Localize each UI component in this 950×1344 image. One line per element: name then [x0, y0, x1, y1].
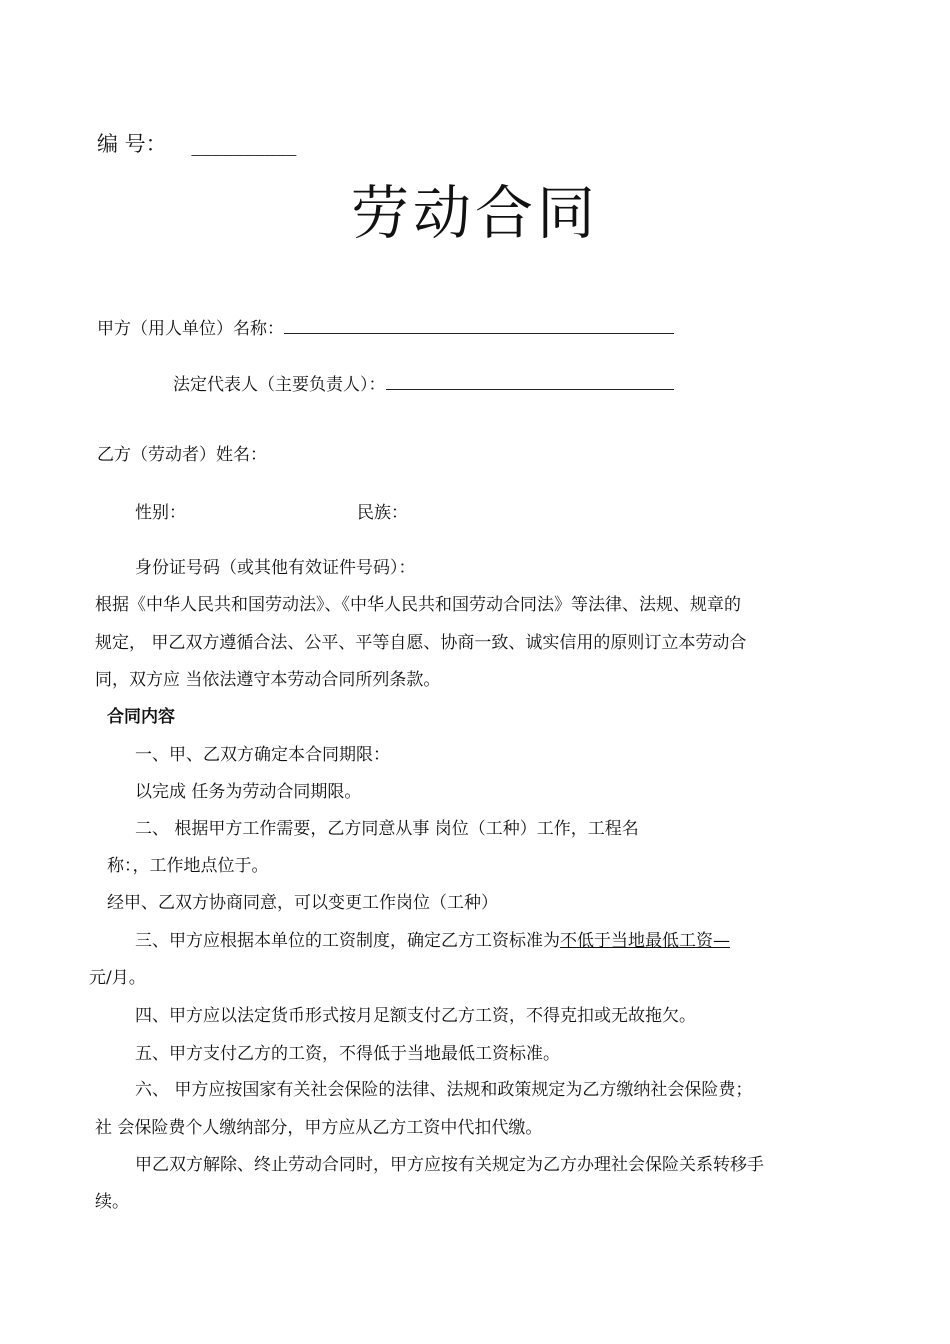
party-a-name-blank	[284, 317, 674, 334]
clause-3-prefix: 三、甲方应根据本单位的工资制度，确定乙方工资标准为	[135, 931, 560, 951]
clause-6-line-2: 社 会保险费个人缴纳部分，甲方应从乙方工资中代扣代缴。	[95, 1118, 543, 1138]
contract-number	[97, 132, 296, 156]
legal-representative	[173, 373, 674, 395]
party-a-name	[97, 317, 674, 339]
contract-number-value: __________	[191, 132, 297, 156]
clause-3-line-1	[135, 931, 730, 951]
clause-3-line-2: 元/月。	[89, 968, 146, 988]
contract-number-label: 编 号：	[97, 132, 167, 156]
legal-representative-label: 法定代表人（主要负责人）：	[173, 375, 386, 395]
clause-5: 五、甲方支付乙方的工资，不得低于当地最低工资标准。	[135, 1044, 560, 1064]
clause-2-line-3: 经甲、乙双方协商同意，可以变更工作岗位（工种）	[107, 893, 498, 913]
document-title: 劳动合同	[350, 179, 599, 247]
clause-2-line-1: 二、 根据甲方工作需要，乙方同意从事 岗位（工种）工作，工程名	[135, 819, 639, 839]
legal-representative-blank	[386, 373, 674, 390]
party-b-name-label: 乙方（劳动者）姓名：	[97, 445, 267, 465]
clause-4: 四、甲方应以法定货币形式按月足额支付乙方工资，不得克扣或无故拖欠。	[135, 1006, 696, 1026]
clause-3-wage-standard: 不低于当地最低工资—	[560, 931, 730, 951]
preamble-line-1: 根据《中华人民共和国劳动法》、《中华人民共和国劳动合同法》等法律、法规、规章的	[95, 595, 741, 615]
clause-6-line-1: 六、 甲方应按国家有关社会保险的法律、法规和政策规定为乙方缴纳社会保险费；	[135, 1080, 753, 1100]
party-a-name-label: 甲方（用人单位）名称：	[97, 319, 284, 339]
preamble-line-2: 规定， 甲乙双方遵循合法、公平、平等自愿、协商一致、诚实信用的原则订立本劳动合	[95, 633, 747, 653]
gender-label: 性别：	[135, 503, 186, 523]
clause-6-line-4: 续。	[95, 1192, 129, 1212]
section-heading: 合同内容	[107, 707, 175, 727]
ethnicity-label: 民族：	[357, 503, 408, 523]
clause-6-line-3: 甲乙双方解除、终止劳动合同时，甲方应按有关规定为乙方办理社会保险关系转移手	[135, 1155, 764, 1175]
clause-2-line-2: 称：，工作地点位于。	[107, 856, 269, 876]
clause-1: 一、甲、乙双方确定本合同期限：	[135, 745, 390, 765]
preamble-line-3: 同，双方应 当依法遵守本劳动合同所列条款。	[95, 670, 441, 690]
id-number-label: 身份证号码（或其他有效证件号码）：	[135, 558, 416, 578]
clause-1-detail: 以完成 任务为劳动合同期限。	[135, 782, 362, 802]
